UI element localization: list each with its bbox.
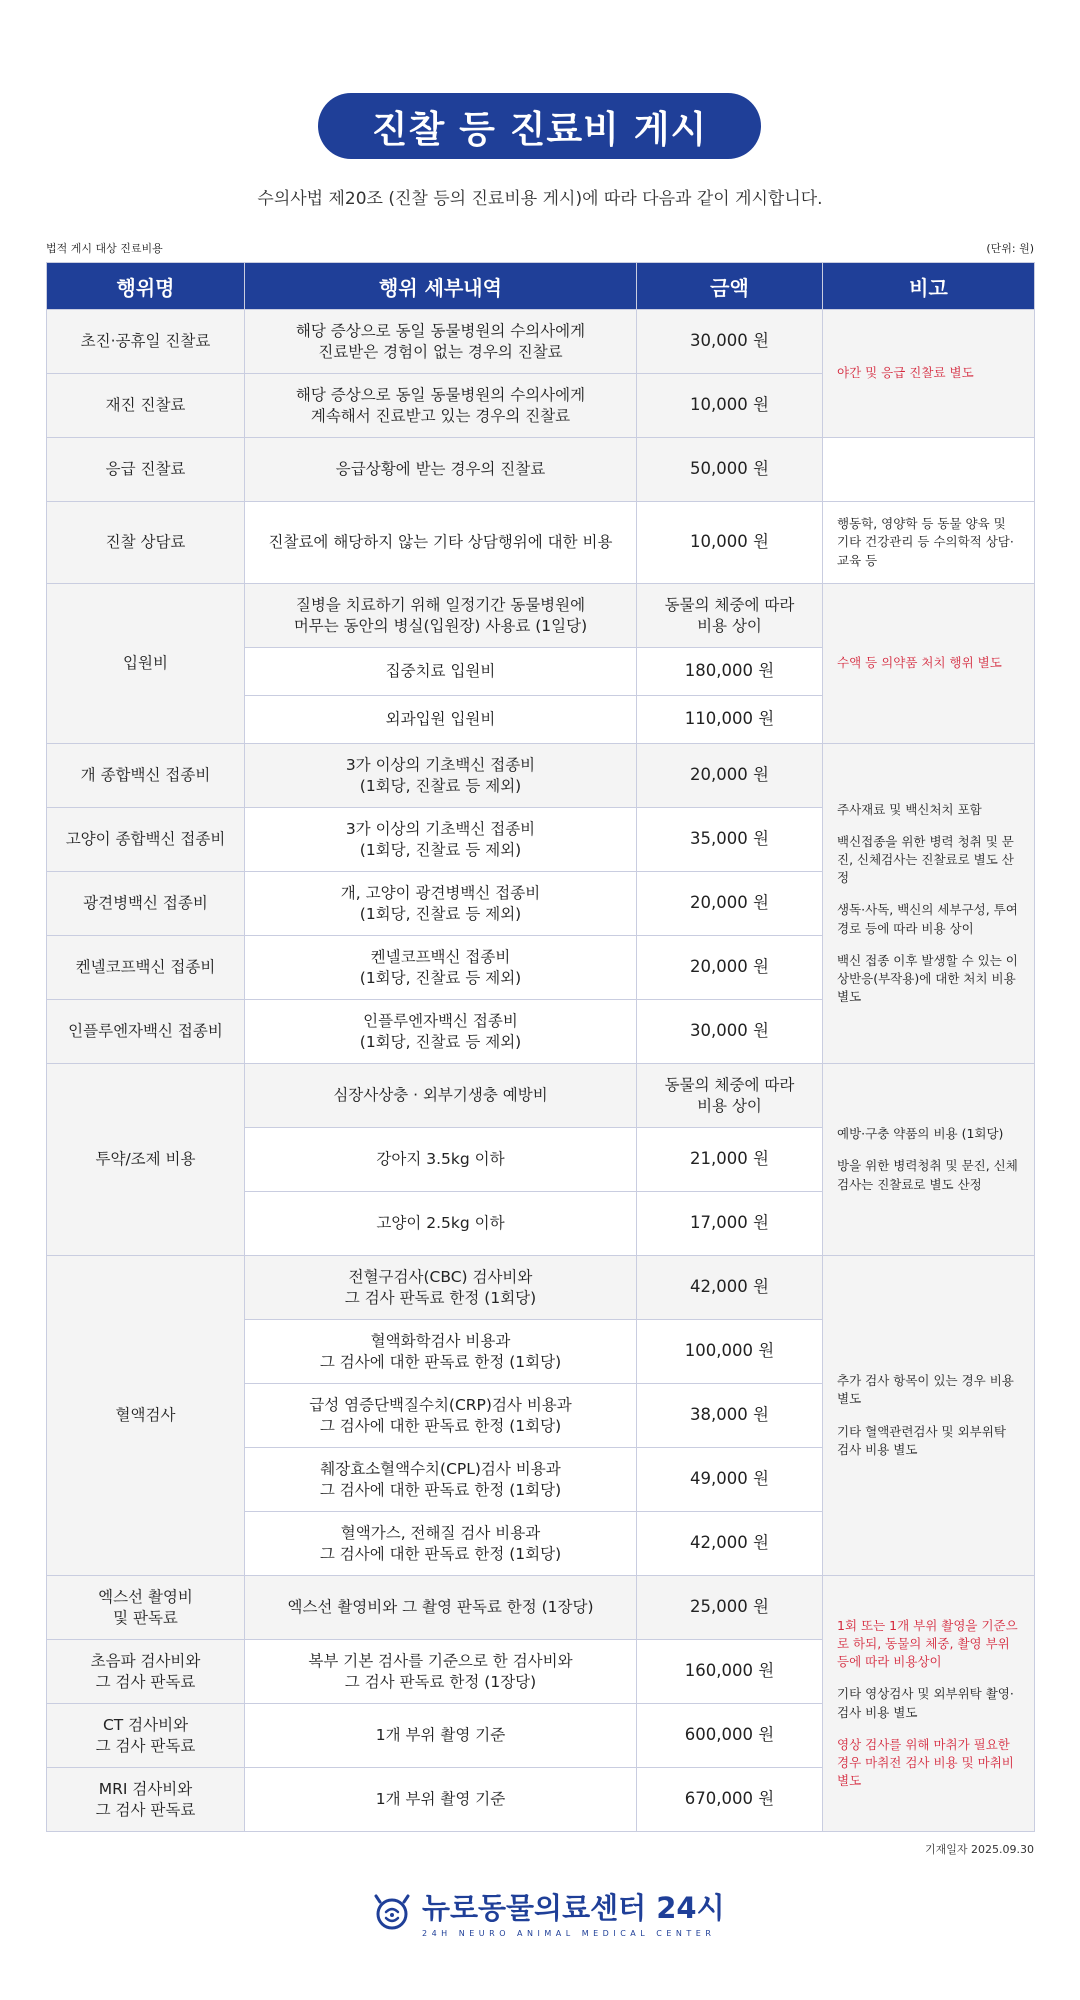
table-caption: 법적 게시 대상 진료비용: [46, 242, 163, 255]
item-detail: 심장사상충 · 외부기생충 예방비: [245, 1064, 637, 1128]
note-vaccine: [823, 744, 1035, 1064]
note-hospitalization: 수액 등 의약품 처치 행위 별도: [823, 584, 1035, 744]
fee-table: [46, 262, 1035, 1832]
item-amount: 100,000 원: [637, 1320, 823, 1384]
item-detail: 해당 증상으로 동일 동물병원의 수의사에게 계속해서 진료받고 있는 경우의 진찰료: [245, 374, 637, 438]
note-vaccine-line: 백신 접종 이후 발생할 수 있는 이상반응(부작용)에 대한 처치 비용 별도: [837, 952, 1018, 1004]
logo-subtitle: 24H NEURO ANIMAL MEDICAL CENTER: [422, 1929, 716, 1938]
item-detail: 개, 고양이 광견병백신 접종비 (1회당, 진찰료 등 제외): [245, 872, 637, 936]
item-detail: 혈액화학검사 비용과 그 검사에 대한 판독료 한정 (1회당): [245, 1320, 637, 1384]
item-detail: 해당 증상으로 동일 동물병원의 수의사에게 진료받은 경험이 없는 경우의 진찰료: [245, 310, 637, 374]
note-vaccine-line: 백신접종을 위한 병력 청취 및 문진, 신체검사는 진찰료로 별도 산정: [837, 834, 1014, 886]
item-detail: 외과입원 입원비: [245, 696, 637, 744]
header-name: 행위명: [47, 263, 245, 310]
item-detail: 고양이 2.5kg 이하: [245, 1192, 637, 1256]
item-amount: 30,000 원: [637, 1000, 823, 1064]
item-detail: 3가 이상의 기초백신 접종비 (1회당, 진찰료 등 제외): [245, 744, 637, 808]
item-name: CT 검사비와 그 검사 판독료: [47, 1704, 245, 1768]
note-blood: [823, 1256, 1035, 1576]
item-amount: 670,000 원: [637, 1768, 823, 1832]
item-detail: 급성 염증단백질수치(CRP)검사 비용과 그 검사에 대한 판독료 한정 (1회당): [245, 1384, 637, 1448]
item-amount: 42,000 원: [637, 1256, 823, 1320]
table-row: [47, 1064, 1035, 1128]
note-empty: [823, 438, 1035, 502]
note-consult: 야간 및 응급 진찰료 별도: [823, 310, 1035, 438]
note-imaging: [823, 1576, 1035, 1832]
item-amount: 10,000 원: [637, 374, 823, 438]
table-row: [47, 438, 1035, 502]
item-amount: 600,000 원: [637, 1704, 823, 1768]
item-name: 개 종합백신 접종비: [47, 744, 245, 808]
item-name: 인플루엔자백신 접종비: [47, 1000, 245, 1064]
item-amount: 20,000 원: [637, 744, 823, 808]
item-amount: 38,000 원: [637, 1384, 823, 1448]
item-name: 광견병백신 접종비: [47, 872, 245, 936]
item-detail: 강아지 3.5kg 이하: [245, 1128, 637, 1192]
item-name: 엑스선 촬영비 및 판독료: [47, 1576, 245, 1640]
item-name: 투약/조제 비용: [47, 1064, 245, 1256]
logo-name: 뉴로동물의료센터 24시: [422, 1891, 725, 1925]
header-note: 비고: [823, 263, 1035, 310]
item-detail: 집중치료 입원비: [245, 648, 637, 696]
note-counsel: 행동학, 영양학 등 동물 양육 및 기타 건강관리 등 수의학적 상담·교육 등: [823, 502, 1035, 584]
clinic-logo: [370, 1886, 725, 1946]
item-detail: 1개 부위 촬영 기준: [245, 1704, 637, 1768]
item-name: 혈액검사: [47, 1256, 245, 1576]
item-detail: 혈액가스, 전해질 검사 비용과 그 검사에 대한 판독료 한정 (1회당): [245, 1512, 637, 1576]
item-name: 초음파 검사비와 그 검사 판독료: [47, 1640, 245, 1704]
item-detail: 췌장효소혈액수치(CPL)검사 비용과 그 검사에 대한 판독료 한정 (1회당): [245, 1448, 637, 1512]
note-imaging-line: 1회 또는 1개 부위 촬영을 기준으로 하되, 동물의 체중, 촬영 부위 등에 따라 비용상이: [837, 1618, 1018, 1670]
item-detail: 전혈구검사(CBC) 검사비와 그 검사 판독료 한정 (1회당): [245, 1256, 637, 1320]
item-amount: 25,000 원: [637, 1576, 823, 1640]
table-row: [47, 744, 1035, 808]
item-amount: 35,000 원: [637, 808, 823, 872]
item-amount: 동물의 체중에 따라 비용 상이: [637, 584, 823, 648]
item-detail: 진찰료에 해당하지 않는 기타 상담행위에 대한 비용: [245, 502, 637, 584]
item-amount: 동물의 체중에 따라 비용 상이: [637, 1064, 823, 1128]
note-imaging-line: 영상 검사를 위해 마취가 필요한 경우 마취전 검사 비용 및 마취비 별도: [837, 1736, 1014, 1788]
item-detail: 3가 이상의 기초백신 접종비 (1회당, 진찰료 등 제외): [245, 808, 637, 872]
unit-label: (단위: 원): [986, 242, 1034, 255]
post-date: 기재일자 2025.09.30: [925, 1843, 1034, 1856]
table-row: [47, 502, 1035, 584]
item-amount: 42,000 원: [637, 1512, 823, 1576]
item-amount: 10,000 원: [637, 502, 823, 584]
item-name: MRI 검사비와 그 검사 판독료: [47, 1768, 245, 1832]
table-row: [47, 310, 1035, 374]
item-detail: 응급상황에 받는 경우의 진찰료: [245, 438, 637, 502]
note-vaccine-line: 주사재료 및 백신처치 포함: [837, 801, 982, 817]
item-detail: 질병을 치료하기 위해 일정기간 동물병원에 머무는 동안의 병실(입원장) 사용료 (1일당): [245, 584, 637, 648]
note-medication-line: 예방·구충 약품의 비용 (1회당): [837, 1126, 1004, 1142]
item-amount: 160,000 원: [637, 1640, 823, 1704]
header-detail: 행위 세부내역: [245, 263, 637, 310]
item-name: 응급 진찰료: [47, 438, 245, 502]
item-name: 재진 진찰료: [47, 374, 245, 438]
note-blood-line: 기타 혈액관련검사 및 외부위탁 검사 비용 별도: [837, 1423, 1006, 1457]
table-row: [47, 584, 1035, 648]
dog-brain-logo-icon: [370, 1892, 414, 1940]
item-amount: 20,000 원: [637, 936, 823, 1000]
note-medication: [823, 1064, 1035, 1256]
page-subtitle: 수의사법 제20조 (진찰 등의 진료비용 게시)에 따라 다음과 같이 게시합니다.: [257, 189, 823, 209]
item-amount: 20,000 원: [637, 872, 823, 936]
item-amount: 30,000 원: [637, 310, 823, 374]
item-name: 켄넬코프백신 접종비: [47, 936, 245, 1000]
page-title: 진찰 등 진료비 게시: [318, 93, 761, 159]
item-detail: 엑스선 촬영비와 그 촬영 판독료 한정 (1장당): [245, 1576, 637, 1640]
item-amount: 110,000 원: [637, 696, 823, 744]
item-amount: 180,000 원: [637, 648, 823, 696]
item-amount: 21,000 원: [637, 1128, 823, 1192]
item-name: 진찰 상담료: [47, 502, 245, 584]
item-detail: 켄넬코프백신 접종비 (1회당, 진찰료 등 제외): [245, 936, 637, 1000]
table-row: [47, 1576, 1035, 1640]
item-amount: 49,000 원: [637, 1448, 823, 1512]
item-detail: 인플루엔자백신 접종비 (1회당, 진찰료 등 제외): [245, 1000, 637, 1064]
item-name: 초진·공휴일 진찰료: [47, 310, 245, 374]
table-row: [47, 1256, 1035, 1320]
item-name: 입원비: [47, 584, 245, 744]
item-amount: 50,000 원: [637, 438, 823, 502]
note-vaccine-line: 생독·사독, 백신의 세부구성, 투여 경로 등에 따라 비용 상이: [837, 902, 1018, 936]
item-detail: 1개 부위 촬영 기준: [245, 1768, 637, 1832]
item-detail: 복부 기본 검사를 기준으로 한 검사비와 그 검사 판독료 한정 (1장당): [245, 1640, 637, 1704]
note-blood-line: 추가 검사 항목이 있는 경우 비용별도: [837, 1373, 1014, 1407]
item-amount: 17,000 원: [637, 1192, 823, 1256]
item-name: 고양이 종합백신 접종비: [47, 808, 245, 872]
header-amount: 금액: [637, 263, 823, 310]
note-imaging-line: 기타 영상검사 및 외부위탁 촬영·검사 비용 별도: [837, 1686, 1014, 1720]
note-medication-line: 방을 위한 병력청취 및 문진, 신체검사는 진찰료로 별도 산정: [837, 1158, 1018, 1192]
table-header-row: [47, 263, 1035, 310]
